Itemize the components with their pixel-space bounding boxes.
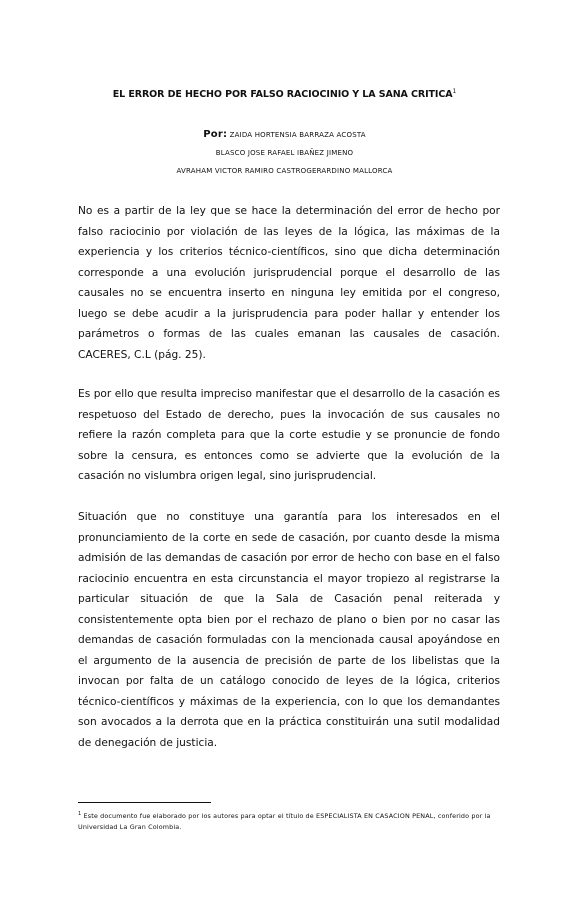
body-paragraph-3: Situación que no constituye una garantía para los interesados en el pronunciamiento de la corte en sede de casación, por cuanto desde la misma admisión de las demandas de casación por error de hecho con base en el falso raciocinio encuentra en esta circunstancia el mayor tropiezo al registrarse la particular situación de que la Sala de Casación penal reiterada y consistentemente opta bien por el rechazo de plano o bien por no casar las demandas de casación formuladas con la mencionada causal apoyándose en el argumento de la ausencia de precisión de parte de los libelistas que la invocan por falta de un catálogo conocido de leyes de la lógica, criterios técnico-científicos y máximas de la experiencia, con lo que los demandantes son avocados a la derrota que en la práctica constituirán una sutil modalidad de denegación de justicia. — [78, 511, 500, 749]
author-line-1 — [0, 126, 569, 144]
body-paragraph-2: Es por ello que resulta impreciso manifestar que el desarrollo de la casación es respetuoso del Estado de derecho, pues la invocación de sus causales no refiere la razón completa para que la corte estudie y se pronuncie de fondo sobre la censura, es entonces como se advierte que la evolución de la casación no vislumbra origen legal, sino jurisprudencial. — [78, 388, 500, 482]
author-line-2 — [0, 144, 569, 162]
document-title-text: EL ERROR DE HECHO POR FALSO RACIOCINIO Y LA SANA CRITICA — [112, 89, 453, 101]
author-name: AVRAHAM VICTOR RAMIRO CASTROGERARDINO MALLORCA — [176, 167, 393, 175]
footnote — [78, 809, 498, 832]
footnote-text: Este documento fue elaborado por los autores para optar el título de ESPECIALISTA EN CASACION PENAL, conferido por la Universidad La Gran Colombia. — [78, 812, 491, 831]
document-title — [0, 88, 569, 100]
authors-block — [0, 126, 569, 180]
footnote-divider — [78, 802, 211, 803]
authors-prefix: Por: — [203, 129, 228, 140]
author-name: ZAIDA HORTENSIA BARRAZA ACOSTA — [229, 131, 366, 139]
author-name: BLASCO JOSE RAFAEL IBAÑEZ JIMENO — [215, 149, 354, 157]
author-line-3 — [0, 162, 569, 180]
title-footnote-mark: 1 — [452, 88, 457, 95]
footnote-mark: 1 — [78, 811, 82, 817]
body-paragraph-1: No es a partir de la ley que se hace la determinación del error de hecho por falso raciocinio por violación de las leyes de la lógica, las máximas de la experiencia y los criterios técnico-científicos, sino que dicha determinación corresponde a una evolución jurisprudencial porque el desarrollo de las causales no se encuentra inserto en ninguna ley emitida por el congreso, luego se debe acudir a la jurisprudencia para poder hallar y entender los parámetros o formas de las cuales emanan las causales de casación. CACERES, C.L (pág. 25). — [78, 205, 500, 361]
